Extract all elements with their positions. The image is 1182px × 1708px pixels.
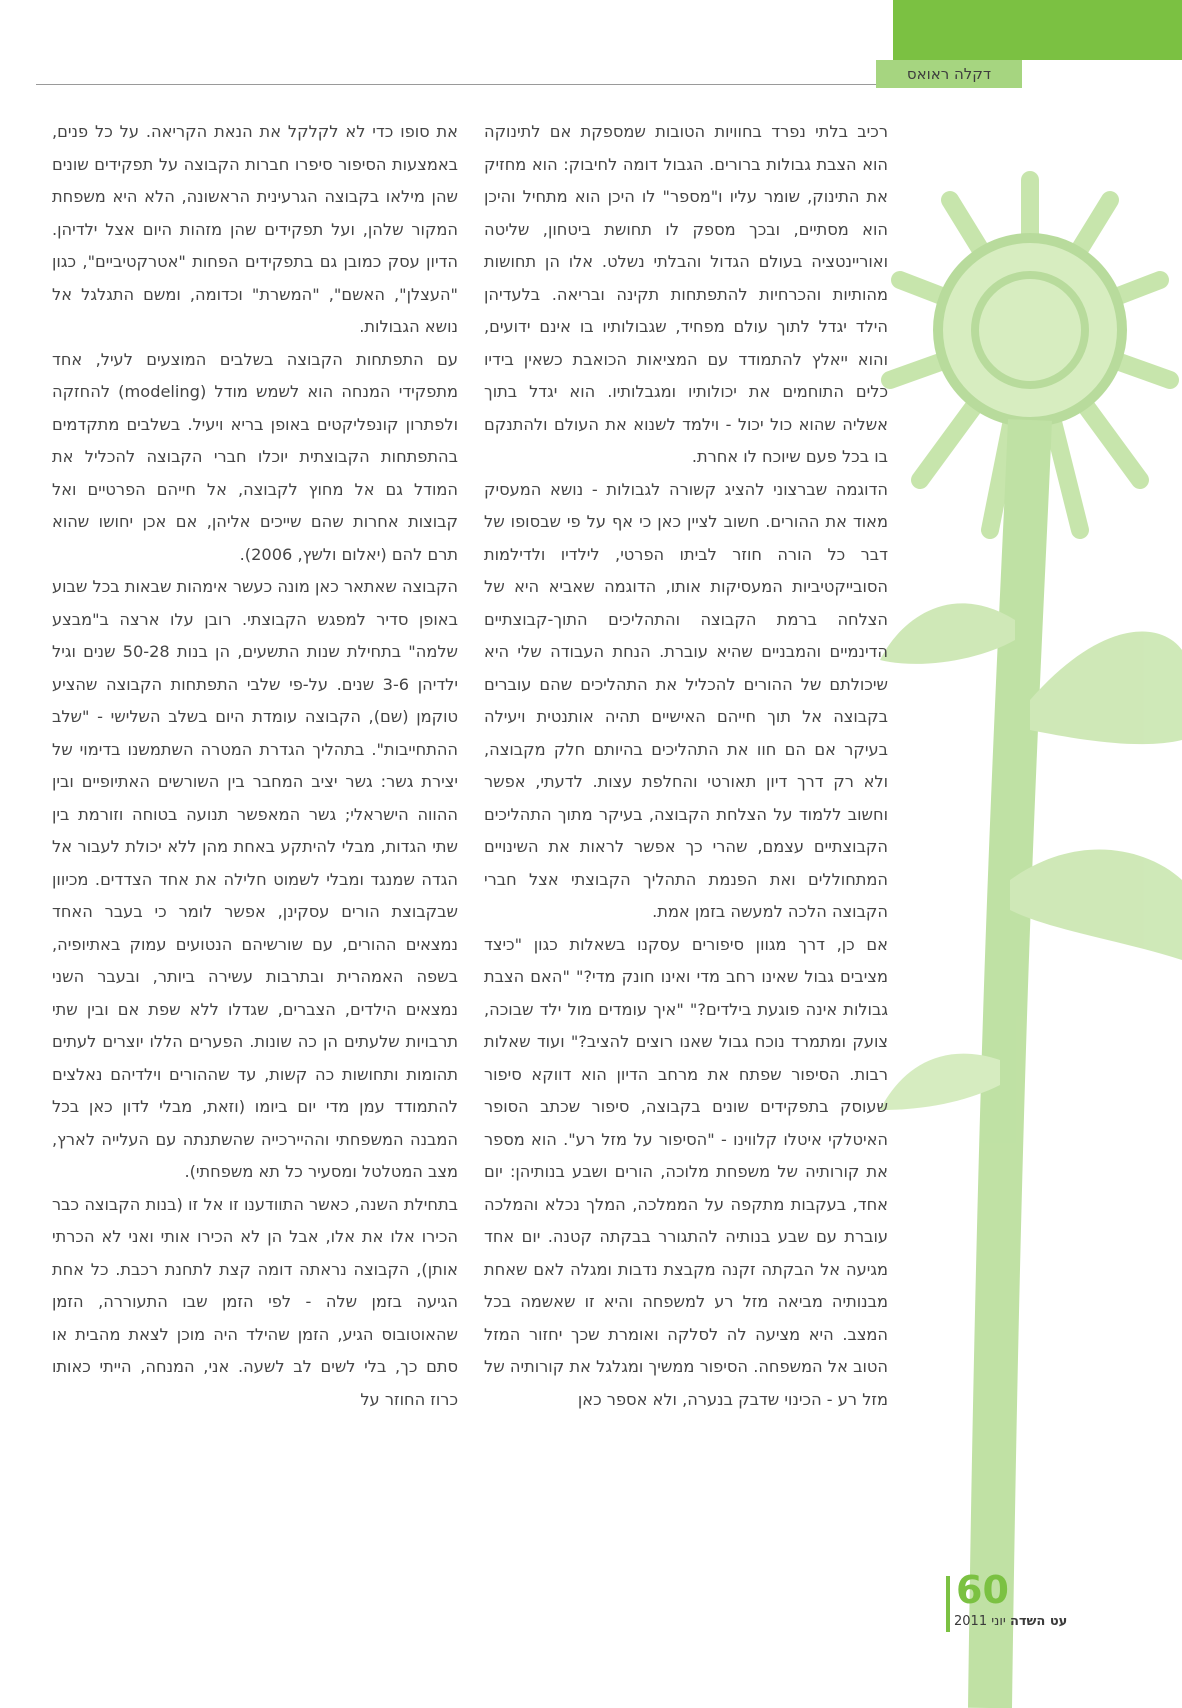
sunflower-illustration — [880, 60, 1182, 1708]
paragraph: הדוגמה שברצוני להציג קשורה לגבולות - נושא המעסיק מאוד את ההורים. חשוב לציין כאן כי אף על פי שבסופו של דבר כל הורה חוזר לביתו הפרטי, לילדיו ולדילמות הסובייקטיביות המעסיקות אותו, הדוגמה שאביא היא של הצלחה ברמת הקבוצה והתהליכים התוך-קבוצתיים הדינמיים והמבניים שהיא עוברת. הנחת העבודה שלי היא שיכולתם של ההורים להכליל את התהליכים שהם עוברים בקבוצה אל תוך חייהם האישיים תהיה אותנטית ויעילה בעיקר אם הם חוו את התהליכים בהיותם חלק מקבוצה, ולא רק דרך דיון תאורטי והחלפת עצות. לדעתי, אפשר וחשוב ללמוד על הצלחת הקבוצה, בעיקר מתוך התהליכים הקבוצתיים עצמם, שהרי כך אפשר לראות את השינויים המתחוללים ואת הפנמת התהליך הקבוצתי אצל חברי הקבוצה הלכה למעשה בזמן אמת. — [484, 479, 888, 921]
author-name: דקלה ראואס — [876, 60, 1022, 88]
article-column-left — [52, 116, 458, 1416]
paragraph: הקבוצה שאתאר כאן מונה כעשר אימהות שבאות בכל שבוע באופן סדיר למפגש הקבוצתי. רובן עלו ארצה ב"מבצע שלמה" בתחילת שנות התשעים, הן בנות 50-28 שנים וגיל ילדיהן 3-6 שנים. על-פי שלבי התפתחות הקבוצה שהציע טוקמן (שם), הקבוצה עומדת היום בשלב השלישי - "שלב ההתחייבות". בתהליך הגדרת המטרה השתמשנו בדימוי של יצירת גשר: גשר יציב המחבר בין השורשים האתיופיים ובין ההווה הישראלי; גשר המאפשר תנועה בטוחה וזורמת בין שתי הגדות, מבלי להיתקע באחת מהן ללא יכולת לעבור אל הגדה שמנגד ומבלי לשמוט חלילה את אחד הצדדים. מכיוון שבקבוצת הורים עסקינן, אפשר לומר כי בעבר האחד נמצאים ההורים, עם שורשיהם הנטועים עמוק באתיופיה, בשפה האמהרית ובתרבות עשירה ביותר, ובעבר השני נמצאים הילדים, הצברים, שגדלו ללא שפת אם ובין שתי תרבויות שלעתים הן כה שונות. הפערים הללו יוצרים לעתים תהומות ותחושות כה קשות, עד שההורים וילדיהם נאלצים להתמודד עמן מדי יום ביומו (וזאת, מבלי לדון כאן בכל המבנה המשפחתי וההיירכייה שהשתנתה עם העלייה לארץ, מצב המטלטל ומסעיר כל תא משפחתי). — [52, 577, 458, 1181]
page-number-bar — [946, 1576, 950, 1632]
magazine-title: עט השדה — [1009, 1614, 1068, 1629]
footer-magazine-issue — [954, 1614, 1094, 1629]
article-column-right — [484, 116, 888, 1416]
flower-disc — [938, 238, 1122, 422]
paragraph: רכיב בלתי נפרד בחוויות הטובות שמספקת אם לתינוקה הוא הצבת גבולות ברורים. הגבול דומה לחיבוק: הוא מחזיק את התינוק, שומר עליו ו"מספר" לו היכן הוא מתחיל והיכן הוא מסתיים, ובכך מספק לו תחושת ביטחון, שליטה ואוריינטציה בעולם הגדול והבלתי נשלט. אלו הן תחושות מהותיות והכרחיות להתפתחות תקינה ובריאה. בלעדיהן הילד יגדל לתוך עולם מפחיד, שגבולותיו בו אינם ידועים, והוא ייאלץ להתמודד עם המציאות הכואבת כשאין בידיו כלים התוחמים את יכולותיו ומגבלותיו. הוא יגדל בתוך אשליה שהוא כול יכול - וילמד לשנוא את העולם ולהתנקם בו בכל פעם שיוכח לו אחרת. — [484, 122, 888, 466]
header-color-band — [893, 0, 1182, 60]
leaf-right-upper — [1030, 632, 1182, 745]
leaf-left — [880, 603, 1015, 663]
issue-date: יוני 2011 — [954, 1614, 1006, 1629]
paragraph: בתחילת השנה, כאשר התוודענו זו אל זו (בנות הקבוצה כבר הכירו אלו את אלו, אבל הן לא הכירו אותי ואני לא הכרתי אותן), הקבוצה נראתה דומה קצת לתחנת רכבת. כל אחת הגיעה בזמן שלה - לפי הזמן שבו התעוררה, הזמן שהאוטובוס הגיע, הזמן שהילד היה מוכן לצאת מהבית או סתם כך, בלי לשים לב לשעה. אני, המנחה, הייתי כאותו כרוז החוזר על — [52, 1194, 458, 1409]
paragraph: עם התפתחות הקבוצה בשלבים המוצעים לעיל, אחד מתפקידי המנחה הוא לשמש מודל (modeling) להחזקה ולפתרון קונפליקטים באופן בריא ויעיל. בשלבים מתקדמים בהתפתחות הקבוצתית יוכלו חברי הקבוצה להכליל את המודל גם אל מחוץ לקבוצה, אל חייהם הפרטיים ואל קבוצות אחרות שהם שייכים אליהן, אם אכן יחושו שהוא תרם להם (יאלום ולשץ, 2006). — [52, 349, 459, 564]
leaf-right-lower — [1010, 850, 1182, 960]
paragraph: את סופו כדי לא לקלקל את הנאת הקריאה. על כל פנים, באמצעות הסיפור סיפרו חברות הקבוצה על תפקידים שונים שהן מילאו בקבוצה הגרעינית הראשונה, הלא היא משפחת המקור שלהן, ועל תפקידים שהן מזהות היום אצל ילדיהן. הדיון עסק כמובן גם בתפקידים הפחות "אטרקטיביים", כגון "העצלן", האשם", "המשרת" וכדומה, ומשם התגלגל אל נושא הגבולות. — [52, 122, 458, 336]
paragraph: אם כן, דרך מגוון סיפורים עסקנו בשאלות כגון "כיצד מציבים גבול שאינו רחב מדי ואינו חונק מדי?" "האם הצבת גבולות אינה פוגעת בילדים?" "איך עומדים מול ילד שבוכה, צועק ומתמרד נוכח גבול שאנו רוצים להציב?" ועוד שאלות רבות. הסיפור שפתח את מרחב הדיון הוא דווקא סיפור שעוסק בתפקידים שונים בקבוצה, סיפור שכתב הסופר האיטלקי איטלו קלווינו - "הסיפור על מזל רע". הוא מספר את קורותיה של משפחת מלוכה, הורים ושבע בנותיהן: יום אחד, בעקבות מתקפה על הממלכה, המלך נכלא והמלכה עוברת עם שבע בנותיה להתגורר בבקתה קטנה. יום אחד מגיעה אל הבקתה זקנה מקבצת נדבות ומגלה לאם שאחת מבנותיה מביאה מזל רע למשפחה והיא זו שאשמה בכל המצב. היא מציעה לה לסלקה ואומרת שכך יחזור המזל הטוב אל המשפחה. הסיפור ממשיך ומגלגל את קורותיה של מזל רע - הכינוי שדבק בנערה, ולא אספר כאן — [484, 934, 888, 1409]
page-number: 60 — [956, 1568, 1009, 1612]
header-rule — [36, 84, 1021, 85]
